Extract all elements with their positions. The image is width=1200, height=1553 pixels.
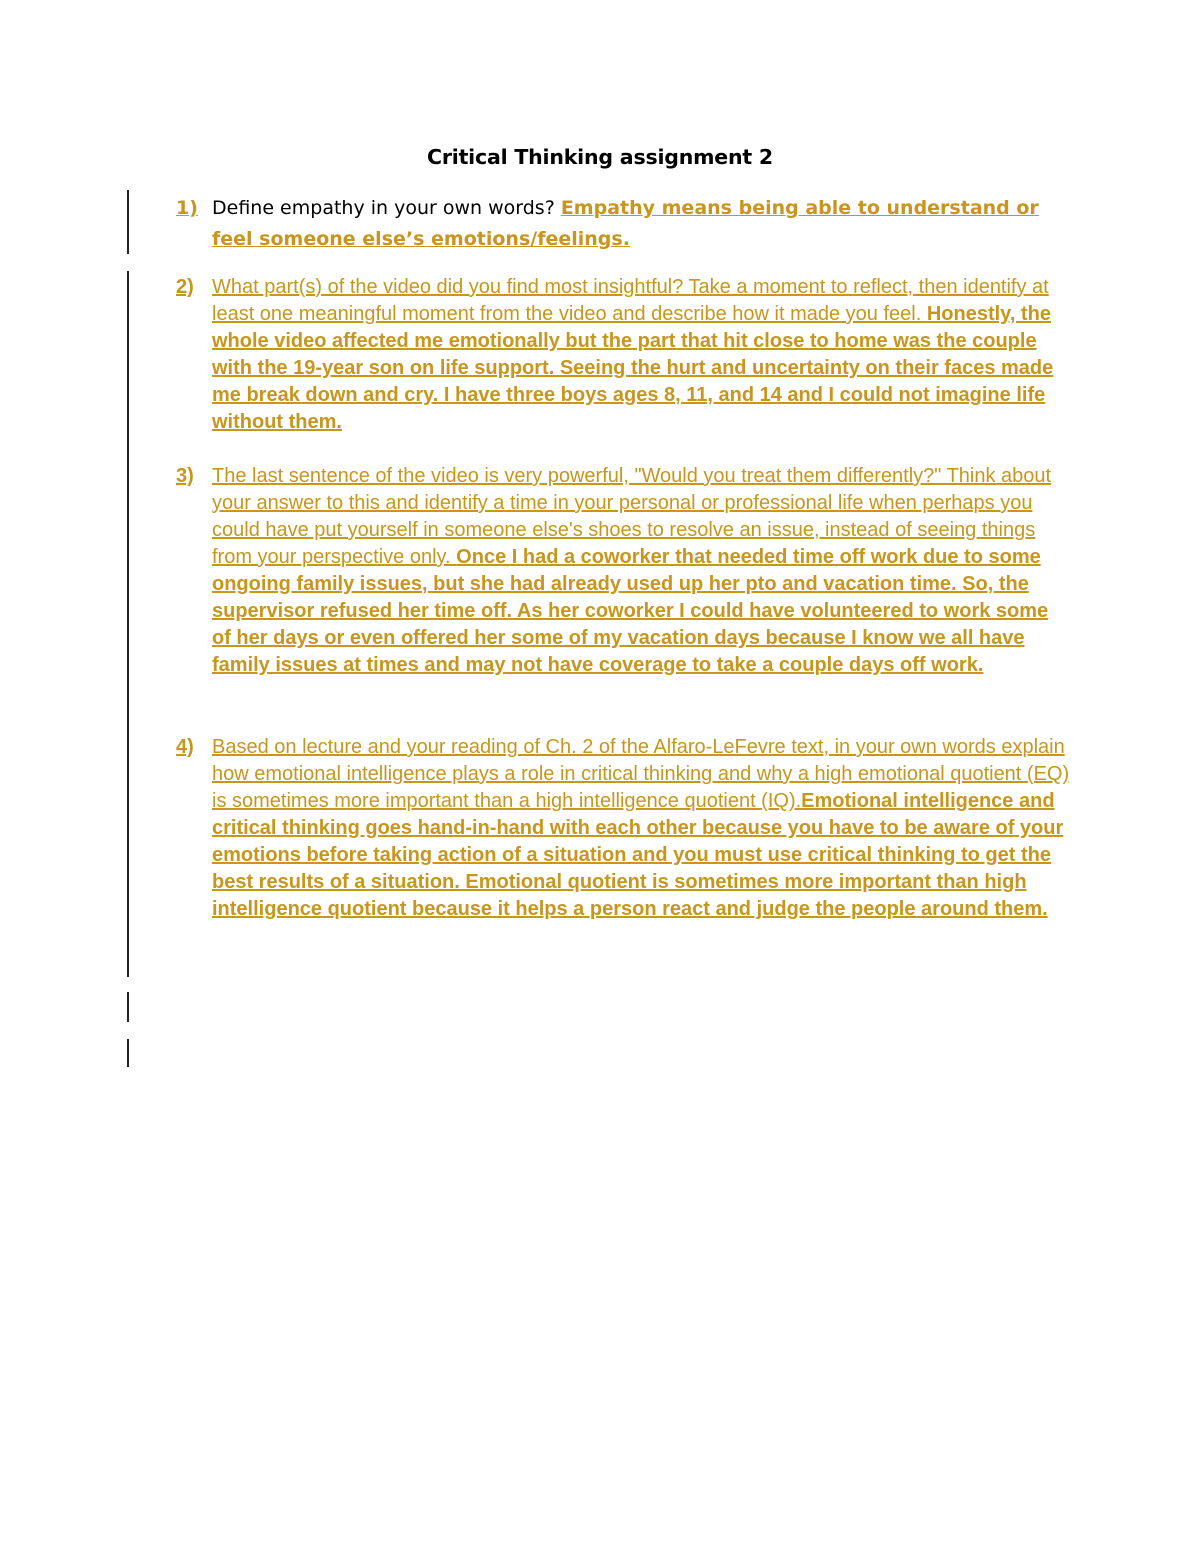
question-body bbox=[212, 274, 1072, 436]
change-bar bbox=[127, 1039, 129, 1067]
document-title: Critical Thinking assignment 2 bbox=[426, 145, 773, 169]
question-item-4 bbox=[176, 734, 1076, 923]
change-bar bbox=[127, 271, 129, 977]
question-text: The last sentence of the video is very powerful, "Would you treat them differently?" Think about your answer to this and identify a time in your personal or professional life when perhaps you could have put yourself in someone else's shoes to resolve an issue, instead of seeing things from your perspective only. bbox=[212, 465, 1052, 568]
question-text: Based on lecture and your reading of Ch. 2 of the Alfaro-LeFevre text, in your own words explain how emotional intelligence plays a role in critical thinking and why a high emotional quotient (EQ) is sometimes more important than a high intelligence quotient (IQ). bbox=[212, 736, 1070, 812]
answer-text: Empathy means being able to understand or feel someone else’s emotions/feelings. bbox=[212, 197, 1039, 250]
question-number: 3) bbox=[176, 465, 194, 487]
answer-text: Once I had a coworker that needed time off work due to some ongoing family issues, but she had already used up her pto and vacation time. So, the supervisor refused her time off. As her coworker I could have volunteered to work some of her days or even offered her some of my vacation days because I know we all have family issues at times and may not have coverage to take a couple days off work. bbox=[212, 546, 1049, 676]
question-body bbox=[212, 193, 1072, 255]
question-body bbox=[212, 463, 1072, 679]
question-text: What part(s) of the video did you find most insightful? Take a moment to reflect, then identify at least one meaningful moment from the video and describe how it made you feel. bbox=[212, 276, 1049, 325]
question-item-2 bbox=[176, 274, 1076, 436]
question-item-1 bbox=[176, 193, 1076, 255]
question-number: 2) bbox=[176, 276, 194, 298]
question-number: 1) bbox=[176, 197, 198, 219]
change-bar bbox=[127, 190, 129, 254]
answer-text: Honestly, the whole video affected me emotionally but the part that hit close to home was the couple with the 19-year son on life support. Seeing the hurt and uncertainty on their faces made me break down and cry. I have three boys ages 8, 11, and 14 and I could not imagine life without them. bbox=[212, 303, 1054, 433]
question-number: 4) bbox=[176, 736, 194, 758]
change-bar bbox=[127, 992, 129, 1022]
answer-text: Emotional intelligence and critical thinking goes hand-in-hand with each other because you have to be aware of your emotions before taking action of a situation and you must use critical thinking to get the best results of a situation. Emotional quotient is sometimes more important than high intelligence quotient because it helps a person react and judge the people around them. bbox=[212, 790, 1064, 920]
question-item-3 bbox=[176, 463, 1076, 679]
question-text: Define empathy in your own words? bbox=[212, 197, 561, 219]
question-body bbox=[212, 734, 1072, 923]
